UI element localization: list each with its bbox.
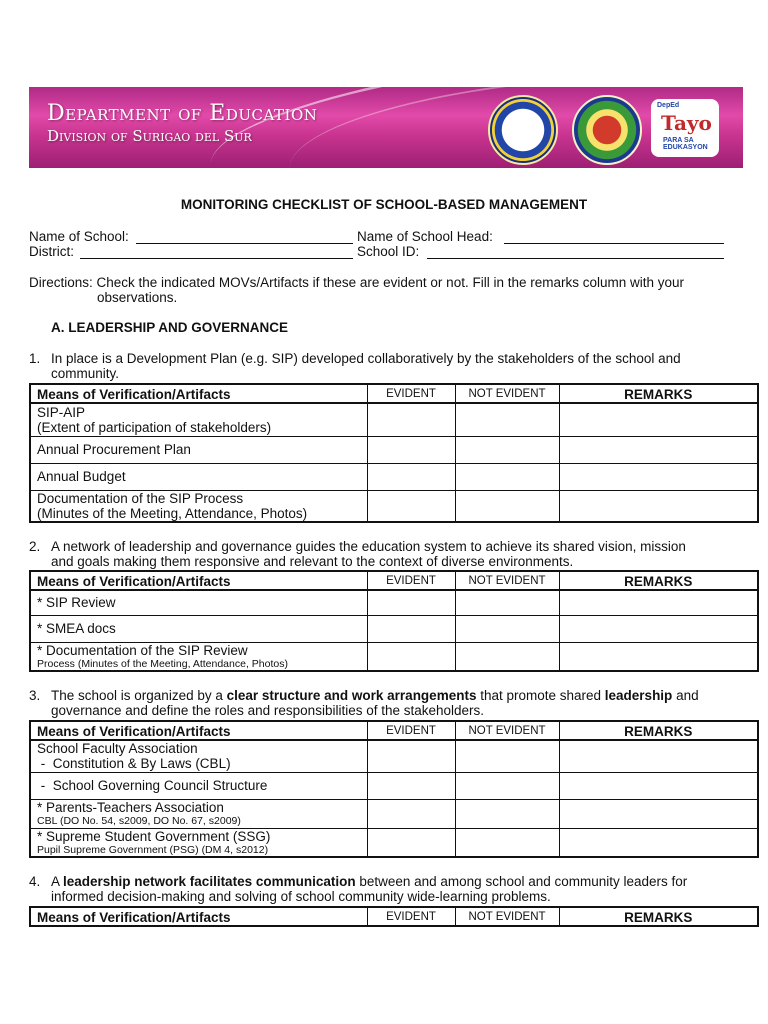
school-name-label: Name of School:: [29, 229, 129, 244]
not-evident-cell[interactable]: [455, 615, 559, 642]
item-text: The school is organized by a: [51, 688, 227, 703]
not-evident-cell[interactable]: [455, 642, 559, 671]
table-row: [30, 590, 758, 615]
item-number: 4.: [29, 874, 41, 889]
item-text: community.: [51, 366, 120, 381]
table-row: [30, 772, 758, 799]
table-row: [30, 642, 758, 671]
col-evident: EVIDENT: [367, 721, 455, 740]
col-remarks: REMARKS: [559, 571, 758, 590]
tayo-logo-sub: PARA SA EDUKASYON: [663, 137, 708, 151]
table-row: [30, 436, 758, 463]
col-not-evident: NOT EVIDENT: [455, 907, 559, 926]
col-means: Means of Verification/Artifacts: [30, 721, 367, 740]
not-evident-cell[interactable]: [455, 740, 559, 772]
col-remarks: REMARKS: [559, 907, 758, 926]
table-row: [30, 799, 758, 828]
department-name: Department of Education: [47, 101, 318, 126]
item-text-bold: leadership: [604, 688, 673, 703]
section-a-heading: A. LEADERSHIP AND GOVERNANCE: [51, 320, 289, 335]
not-evident-cell[interactable]: [455, 436, 559, 463]
remarks-cell[interactable]: [559, 436, 758, 463]
table-row: [30, 615, 758, 642]
item-number: 2.: [29, 539, 41, 554]
evident-cell[interactable]: [367, 772, 455, 799]
item-text: that promote shared: [476, 688, 605, 703]
artifact-name: * Supreme Student Government (SSG): [37, 828, 271, 844]
col-remarks: REMARKS: [559, 721, 758, 740]
artifact-name: Annual Budget: [37, 469, 126, 484]
remarks-cell[interactable]: [559, 828, 758, 857]
item-text: between and among school and community leaders for: [355, 874, 688, 889]
district-label: District:: [29, 244, 74, 259]
division-name: Division of Surigao del Sur: [47, 127, 252, 145]
table-row: [30, 403, 758, 436]
not-evident-cell[interactable]: [455, 799, 559, 828]
evident-cell[interactable]: [367, 490, 455, 522]
col-evident: EVIDENT: [367, 571, 455, 590]
district-blank[interactable]: [80, 258, 353, 259]
col-not-evident: NOT EVIDENT: [455, 721, 559, 740]
col-not-evident: NOT EVIDENT: [455, 384, 559, 403]
deped-seal-icon: [488, 95, 558, 165]
artifact-detail: Pupil Supreme Government (PSG) (DM 4, s2012): [37, 843, 269, 856]
artifact-detail: (Minutes of the Meeting, Attendance, Photos): [37, 505, 308, 521]
artifact-name: Documentation of the SIP Process: [37, 490, 244, 506]
artifact-detail: (Extent of participation of stakeholders): [37, 419, 272, 435]
not-evident-cell[interactable]: [455, 828, 559, 857]
checklist-table-4: [29, 906, 759, 927]
col-not-evident: NOT EVIDENT: [455, 571, 559, 590]
item-text-bold: leadership network facilitates communication: [63, 874, 356, 889]
artifact-detail: - Constitution & By Laws (CBL): [37, 756, 231, 772]
not-evident-cell[interactable]: [455, 590, 559, 615]
evident-cell[interactable]: [367, 403, 455, 436]
page-title: MONITORING CHECKLIST OF SCHOOL-BASED MANAGEMENT: [180, 197, 588, 212]
evident-cell[interactable]: [367, 740, 455, 772]
school-head-blank[interactable]: [504, 243, 724, 244]
item-text-bold: clear structure and work arrangements: [226, 688, 477, 703]
col-evident: EVIDENT: [367, 384, 455, 403]
directions-text-cont: observations.: [97, 290, 178, 305]
item-text: A: [51, 874, 64, 889]
item-text: and: [672, 688, 699, 703]
item-number: 1.: [29, 351, 41, 366]
school-name-blank[interactable]: [136, 243, 353, 244]
tayo-logo-pre: DepEd: [657, 102, 680, 109]
tayo-logo: [651, 99, 719, 157]
table-row: [30, 490, 758, 522]
remarks-cell[interactable]: [559, 463, 758, 490]
artifact-name: - School Governing Council Structure: [37, 778, 268, 793]
remarks-cell[interactable]: [559, 740, 758, 772]
evident-cell[interactable]: [367, 436, 455, 463]
item-text: governance and define the roles and responsibilities of the stakeholders.: [51, 703, 485, 718]
artifact-name: * SIP Review: [37, 595, 116, 611]
evident-cell[interactable]: [367, 828, 455, 857]
not-evident-cell[interactable]: [455, 772, 559, 799]
item-text: and goals making them responsive and relevant to the context of diverse environments.: [51, 554, 574, 569]
division-seal-icon: [572, 95, 642, 165]
not-evident-cell[interactable]: [455, 490, 559, 522]
item-number: 3.: [29, 688, 41, 703]
table-row: [30, 828, 758, 857]
col-remarks: REMARKS: [559, 384, 758, 403]
item-text: A network of leadership and governance guides the education system to achieve its shared vision, mission: [51, 539, 686, 554]
remarks-cell[interactable]: [559, 615, 758, 642]
school-id-blank[interactable]: [427, 258, 724, 259]
evident-cell[interactable]: [367, 463, 455, 490]
remarks-cell[interactable]: [559, 403, 758, 436]
artifact-name: School Faculty Association: [37, 741, 198, 757]
evident-cell[interactable]: [367, 799, 455, 828]
artifact-name: * SMEA docs: [37, 621, 116, 636]
remarks-cell[interactable]: [559, 642, 758, 671]
artifact-detail: Process (Minutes of the Meeting, Attendance, Photos): [37, 657, 288, 670]
artifact-name: Annual Procurement Plan: [37, 442, 191, 457]
remarks-cell[interactable]: [559, 772, 758, 799]
directions-text: Directions: Check the indicated MOVs/Artifacts if these are evident or not. Fill in the remarks column with your: [29, 275, 685, 290]
artifact-detail: CBL (DO No. 54, s2009, DO No. 67, s2009): [37, 815, 241, 827]
not-evident-cell[interactable]: [455, 463, 559, 490]
table-row: [30, 463, 758, 490]
table-row: [30, 740, 758, 772]
not-evident-cell[interactable]: [455, 403, 559, 436]
deped-banner: [29, 87, 743, 168]
tayo-logo-text: Tayo: [661, 111, 712, 135]
school-id-label: School ID:: [357, 244, 420, 259]
checklist-table-3: [29, 720, 759, 858]
evident-cell[interactable]: [367, 615, 455, 642]
checklist-table-1: [29, 383, 759, 523]
remarks-cell[interactable]: [559, 799, 758, 828]
school-head-label: Name of School Head:: [357, 229, 493, 244]
artifact-name: SIP-AIP: [37, 404, 86, 420]
item-text: In place is a Development Plan (e.g. SIP) developed collaboratively by the stakeholders of the school and: [51, 351, 681, 366]
artifact-name: * Documentation of the SIP Review: [37, 642, 248, 658]
col-means: Means of Verification/Artifacts: [30, 571, 367, 590]
item-text: informed decision-making and solving of school community wide-learning problems.: [51, 889, 551, 904]
col-evident: EVIDENT: [367, 907, 455, 926]
col-means: Means of Verification/Artifacts: [30, 907, 367, 926]
artifact-name: * Parents-Teachers Association: [37, 800, 224, 815]
evident-cell[interactable]: [367, 590, 455, 615]
evident-cell[interactable]: [367, 642, 455, 671]
checklist-table-2: [29, 570, 759, 672]
remarks-cell[interactable]: [559, 490, 758, 522]
remarks-cell[interactable]: [559, 590, 758, 615]
col-means: Means of Verification/Artifacts: [30, 384, 367, 403]
